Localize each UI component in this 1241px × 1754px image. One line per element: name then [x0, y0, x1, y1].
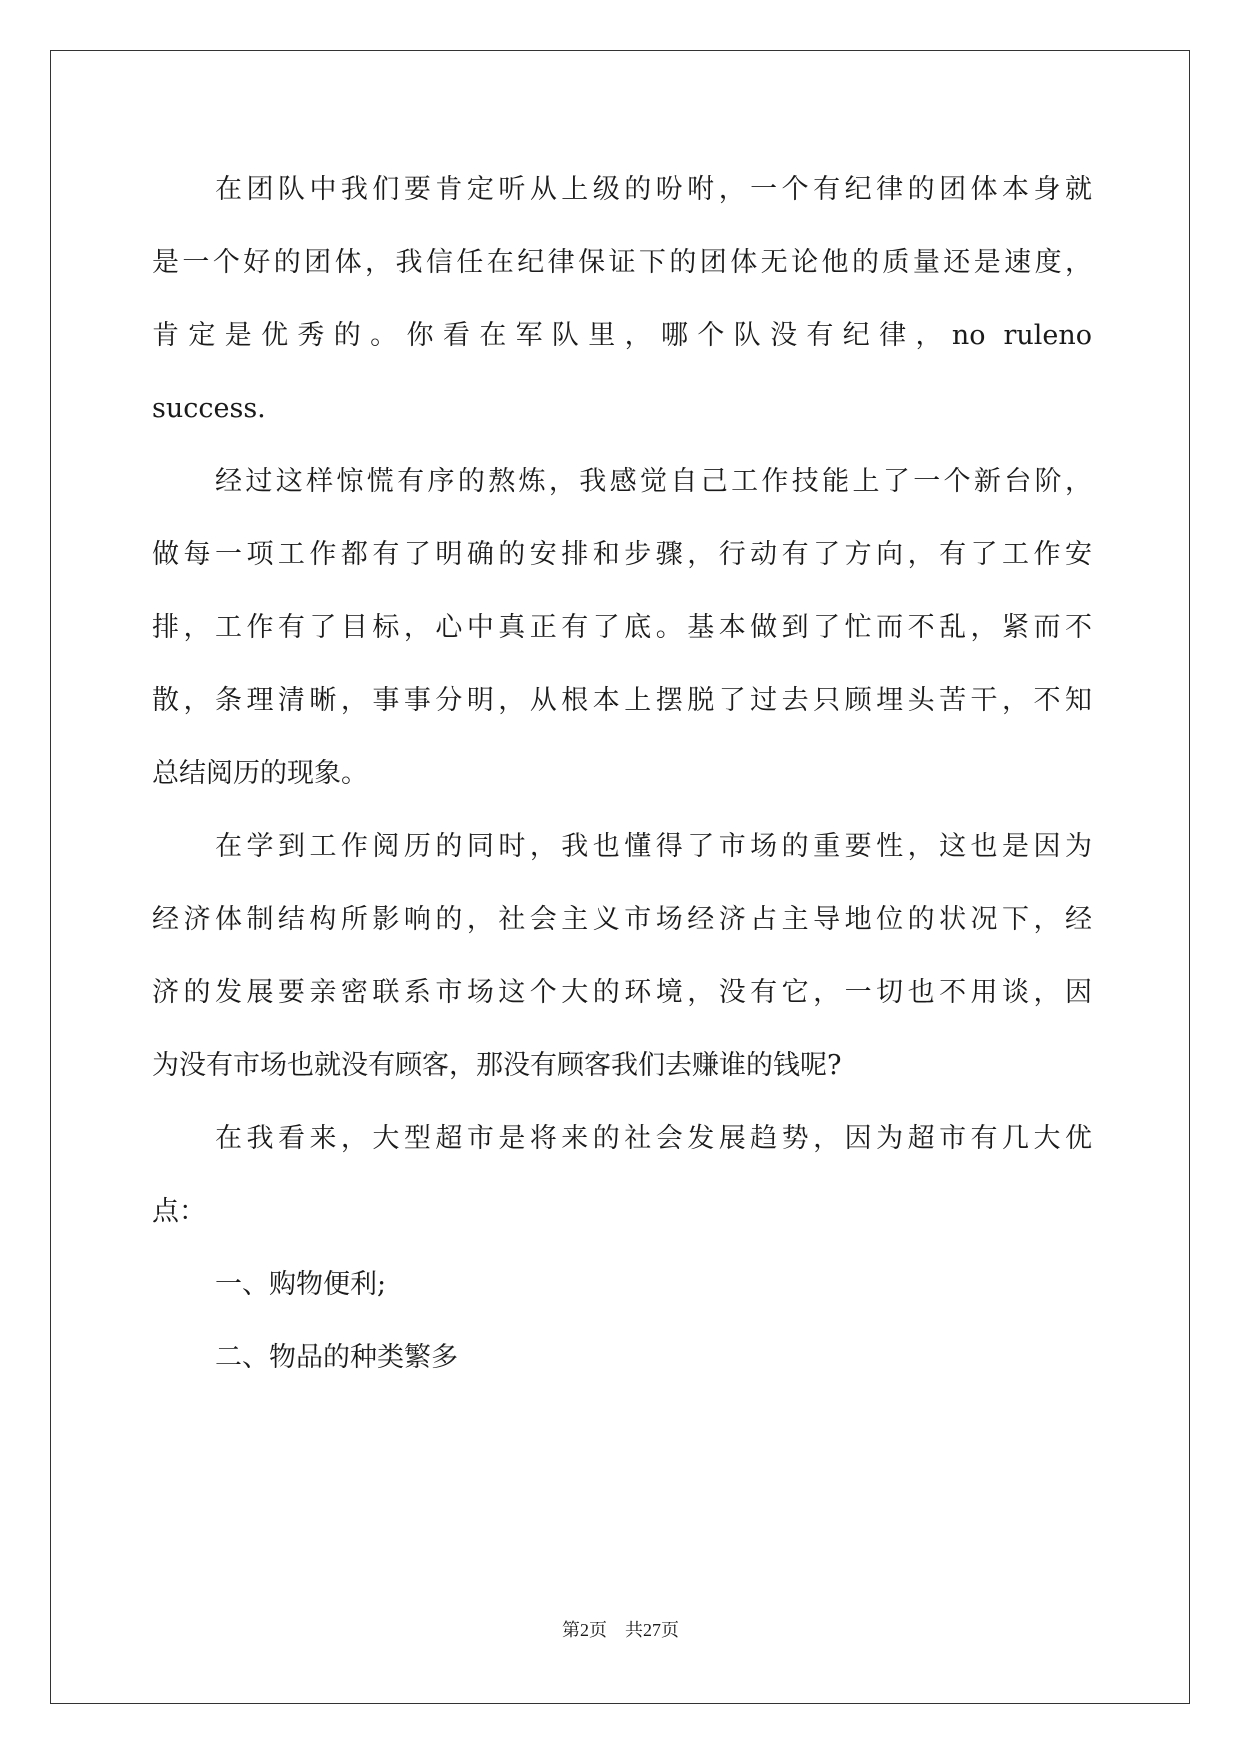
paragraph-3-line-4: 为没有市场也就没有顾客，那没有顾客我们去赚谁的钱呢? [152, 1050, 842, 1081]
paragraph-1-line-3: 肯定是优秀的。你看在军队里，哪个队没有纪律，no ruleno [152, 320, 1092, 351]
paragraph-4-line-2: 点： [152, 1196, 206, 1227]
paragraph-3-line-1: 在学到工作阅历的同时，我也懂得了市场的重要性，这也是因为 [215, 831, 1092, 862]
paragraph-2-line-4: 散，条理清晰，事事分明，从根本上摆脱了过去只顾埋头苦干，不知 [152, 685, 1092, 716]
paragraph-2-line-1: 经过这样惊慌有序的熬炼，我感觉自己工作技能上了一个新台阶， [215, 466, 1092, 497]
paragraph-3-line-2: 经济体制结构所影响的，社会主义市场经济占主导地位的状况下，经 [152, 904, 1092, 935]
page-border [50, 50, 1190, 1704]
page-number-footer: 第2页 共27页 [562, 1620, 679, 1640]
list-item-1: 一、购物便利; [215, 1269, 387, 1300]
paragraph-2-line-3: 排，工作有了目标，心中真正有了底。基本做到了忙而不乱，紧而不 [152, 612, 1092, 643]
paragraph-4-line-1: 在我看来，大型超市是将来的社会发展趋势，因为超市有几大优 [215, 1123, 1092, 1154]
list-item-2: 二、物品的种类繁多 [215, 1342, 458, 1373]
paragraph-2-line-2: 做每一项工作都有了明确的安排和步骤，行动有了方向，有了工作安 [152, 539, 1092, 570]
paragraph-1-line-4: success. [152, 393, 266, 424]
paragraph-1-line-2: 是一个好的团体，我信任在纪律保证下的团体无论他的质量还是速度， [152, 247, 1092, 278]
paragraph-2-line-5: 总结阅历的现象。 [152, 758, 368, 789]
paragraph-3-line-3: 济的发展要亲密联系市场这个大的环境，没有它，一切也不用谈，因 [152, 977, 1092, 1008]
paragraph-1-line-1: 在团队中我们要肯定听从上级的吩咐，一个有纪律的团体本身就 [215, 174, 1092, 205]
